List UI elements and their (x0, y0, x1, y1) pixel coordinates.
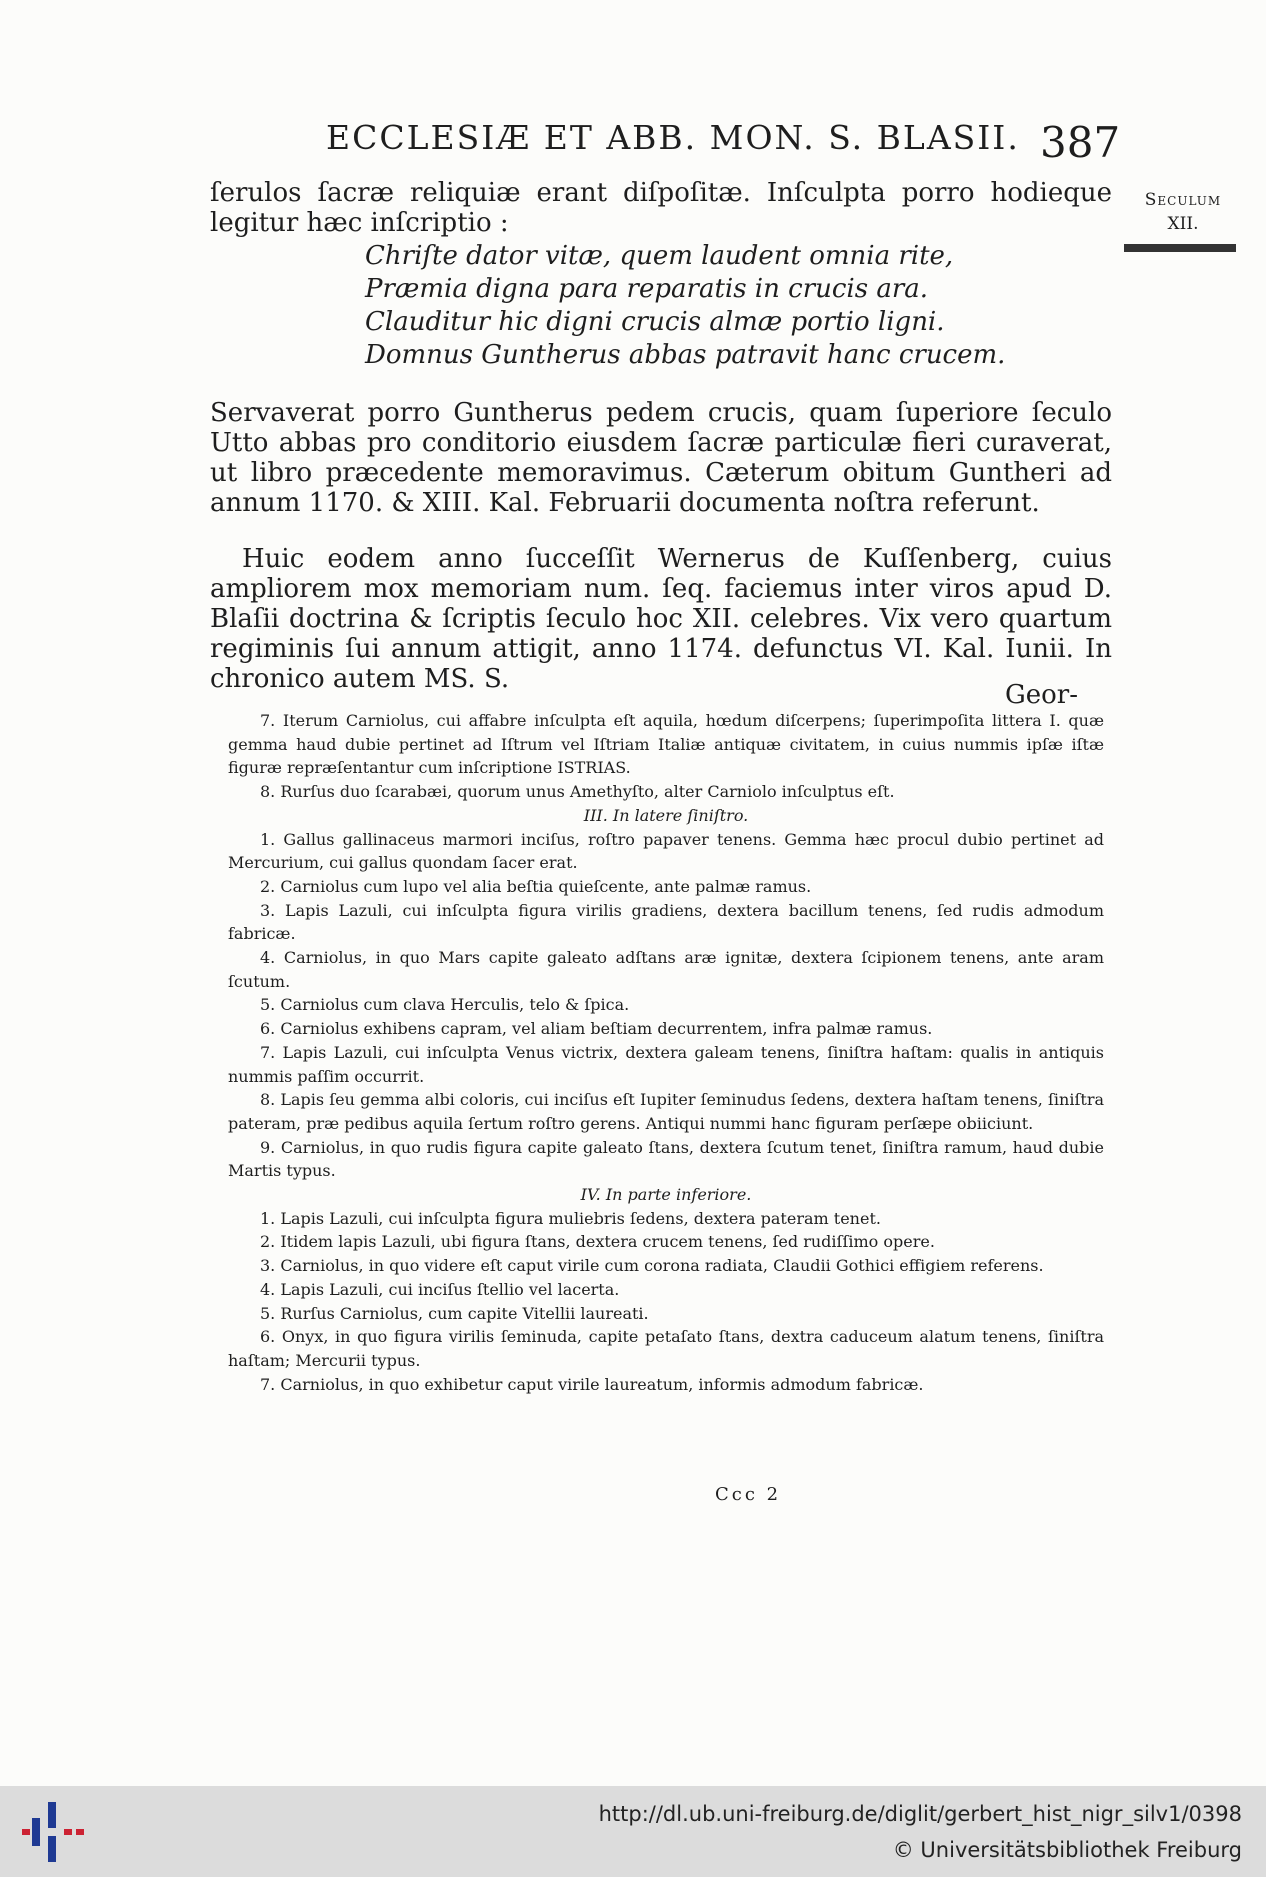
note-item: 7. Carniolus, in quo exhibetur caput virile laureatum, informis admodum fabricæ. (260, 1374, 924, 1394)
opening-text-block (210, 178, 1112, 238)
note-item: 8. Lapis ſeu gemma albi coloris, cui inciſus eſt Iupiter ſeminudus ſedens, dextera haſtam tenens, ſiniſtra pateram, præ pedibus aquila ſertum roſtro gerens. Antiqui nummi hanc figuram perſæpe obiiciunt. (228, 1090, 1104, 1133)
footnotes (228, 709, 1104, 1396)
verse-line: Præmia digna para reparatis in crucis ara. (365, 274, 929, 304)
note-item: 3. Carniolus, in quo videre eſt caput virile cum corona radiata, Claudii Gothici effigiem referens. (260, 1256, 1044, 1276)
inscription-verse (365, 240, 1005, 372)
margin-note-line2: XII. (1167, 214, 1199, 234)
note-item: 5. Carniolus cum clava Herculis, telo & ſpica. (260, 995, 630, 1015)
viewer-footer (0, 1786, 1266, 1877)
note-item: 9. Carniolus, in quo rudis figura capite galeato ſtans, dextera ſcutum tenet, ſiniſtra ramum, haud dubie Martis typus. (228, 1137, 1104, 1181)
margin-note-line1: Seculum (1144, 190, 1222, 210)
ub-freiburg-logo-icon (18, 1798, 88, 1866)
opening-text: ſerulos ſacræ reliquiæ erant diſpoſitæ. Inſculpta porro hodieque legitur hæc inſcriptio : (210, 178, 1112, 238)
catchword: Geor- (1005, 680, 1079, 710)
note-item: 8. Rurſus duo ſcarabæi, quorum unus Amethyſto, alter Carniolo inſculptus eſt. (260, 782, 895, 802)
page-number: 387 (1040, 118, 1121, 167)
note-item: 7. Iterum Carniolus, cui affabre inſculpta eſt aquila, hœdum diſcerpens; ſuperimpoſita littera I. quæ gemma haud dubie pertinet ad Iſtrum vel Iſtriam Italiæ antiquæ civitatem, in cuius nummis ipſæ iſtæ figuræ repræſentantur cum inſcriptione ISTRIAS. (228, 711, 1104, 778)
note-item: 6. Carniolus exhibens capram, vel aliam beſtiam decurrentem, infra palmæ ramus. (260, 1019, 933, 1039)
note-item: 1. Lapis Lazuli, cui inſculpta figura muliebris ſedens, dextera pateram tenet. (260, 1208, 881, 1228)
paragraph: Servaverat porro Guntherus pedem crucis, quam ſuperiore ſeculo Utto abbas pro conditorio eiusdem ſacræ particulæ fieri curaverat, ut libro præcedente memoravimus. Cæterum obitum Guntheri ad annum 1170. & XIII. Kal. Februarii documenta noſtra referunt. (210, 398, 1112, 518)
verse-line: Chriſte dator vitæ, quem laudent omnia rite, (365, 241, 954, 271)
note-item: 5. Rurſus Carniolus, cum capite Vitellii laureati. (260, 1303, 649, 1323)
margin-rule (1124, 244, 1236, 252)
verse-line: Domnus Guntherus abbas patravit hanc crucem. (365, 340, 1006, 370)
note-item: 7. Lapis Lazuli, cui inſculpta Venus victrix, dextera galeam tenens, ſiniſtra haſtam: qualis in antiquis nummis paſſim occurrit. (228, 1042, 1104, 1086)
margin-note (1128, 188, 1238, 236)
paragraph-block-2 (210, 544, 1112, 694)
section-heading: III. In latere ſiniſtro. (583, 805, 749, 825)
note-item: 1. Gallus gallinaceus marmori inciſus, roſtro papaver tenens. Gemma hæc procul dubio pertinet ad Mercurium, cui gallus quondam ſacer erat. (228, 829, 1104, 873)
note-item: 6. Onyx, in quo figura virilis ſeminuda, capite petaſato ſtans, dextra caduceum alatum tenens, ſiniſtra haſtam; Mercurii typus. (228, 1327, 1104, 1370)
note-item: 4. Lapis Lazuli, cui inciſus ſtellio vel lacerta. (260, 1279, 620, 1299)
note-item: 2. Carniolus cum lupo vel alia beſtia quieſcente, ante palmæ ramus. (260, 876, 812, 896)
note-item: 2. Itidem lapis Lazuli, ubi figura ſtans, dextera crucem tenens, ſed rudiſſimo opere. (260, 1232, 935, 1252)
verse-line: Clauditur hic digni crucis almæ portio ligni. (365, 307, 945, 337)
section-heading: IV. In parte inferiore. (580, 1185, 752, 1205)
signature-mark: Ccc 2 (715, 1484, 782, 1505)
paragraph: Huic eodem anno ſucceſſit Wernerus de Kuſſenberg, cuius ampliorem mox memoriam num. ſeq. faciemus inter viros apud D. Blaſii doctrina & ſcriptis ſeculo hoc XII. celebres. Vix vero quartum regiminis ſui annum attigit, anno 1174. defunctus VI. Kal. Iunii. In chronico autem MS. S. (210, 544, 1112, 694)
note-item: 4. Carniolus, in quo Mars capite galeato adſtans aræ ignitæ, dextera ſcipionem tenens, ante aram ſcutum. (228, 948, 1104, 991)
note-item: 3. Lapis Lazuli, cui inſculpta figura virilis gradiens, dextera bacillum tenens, ſed rudis admodum fabricæ. (228, 900, 1104, 944)
paragraph-block-1 (210, 398, 1112, 518)
running-head: ECCLESIÆ ET ABB. MON. S. BLASII. (326, 118, 1020, 157)
page-url-link[interactable]: http://dl.ub.uni-freiburg.de/diglit/gerbert_hist_nigr_silv1/0398 (598, 1802, 1242, 1826)
copyright-text: © Universitätsbibliothek Freiburg (892, 1838, 1242, 1862)
